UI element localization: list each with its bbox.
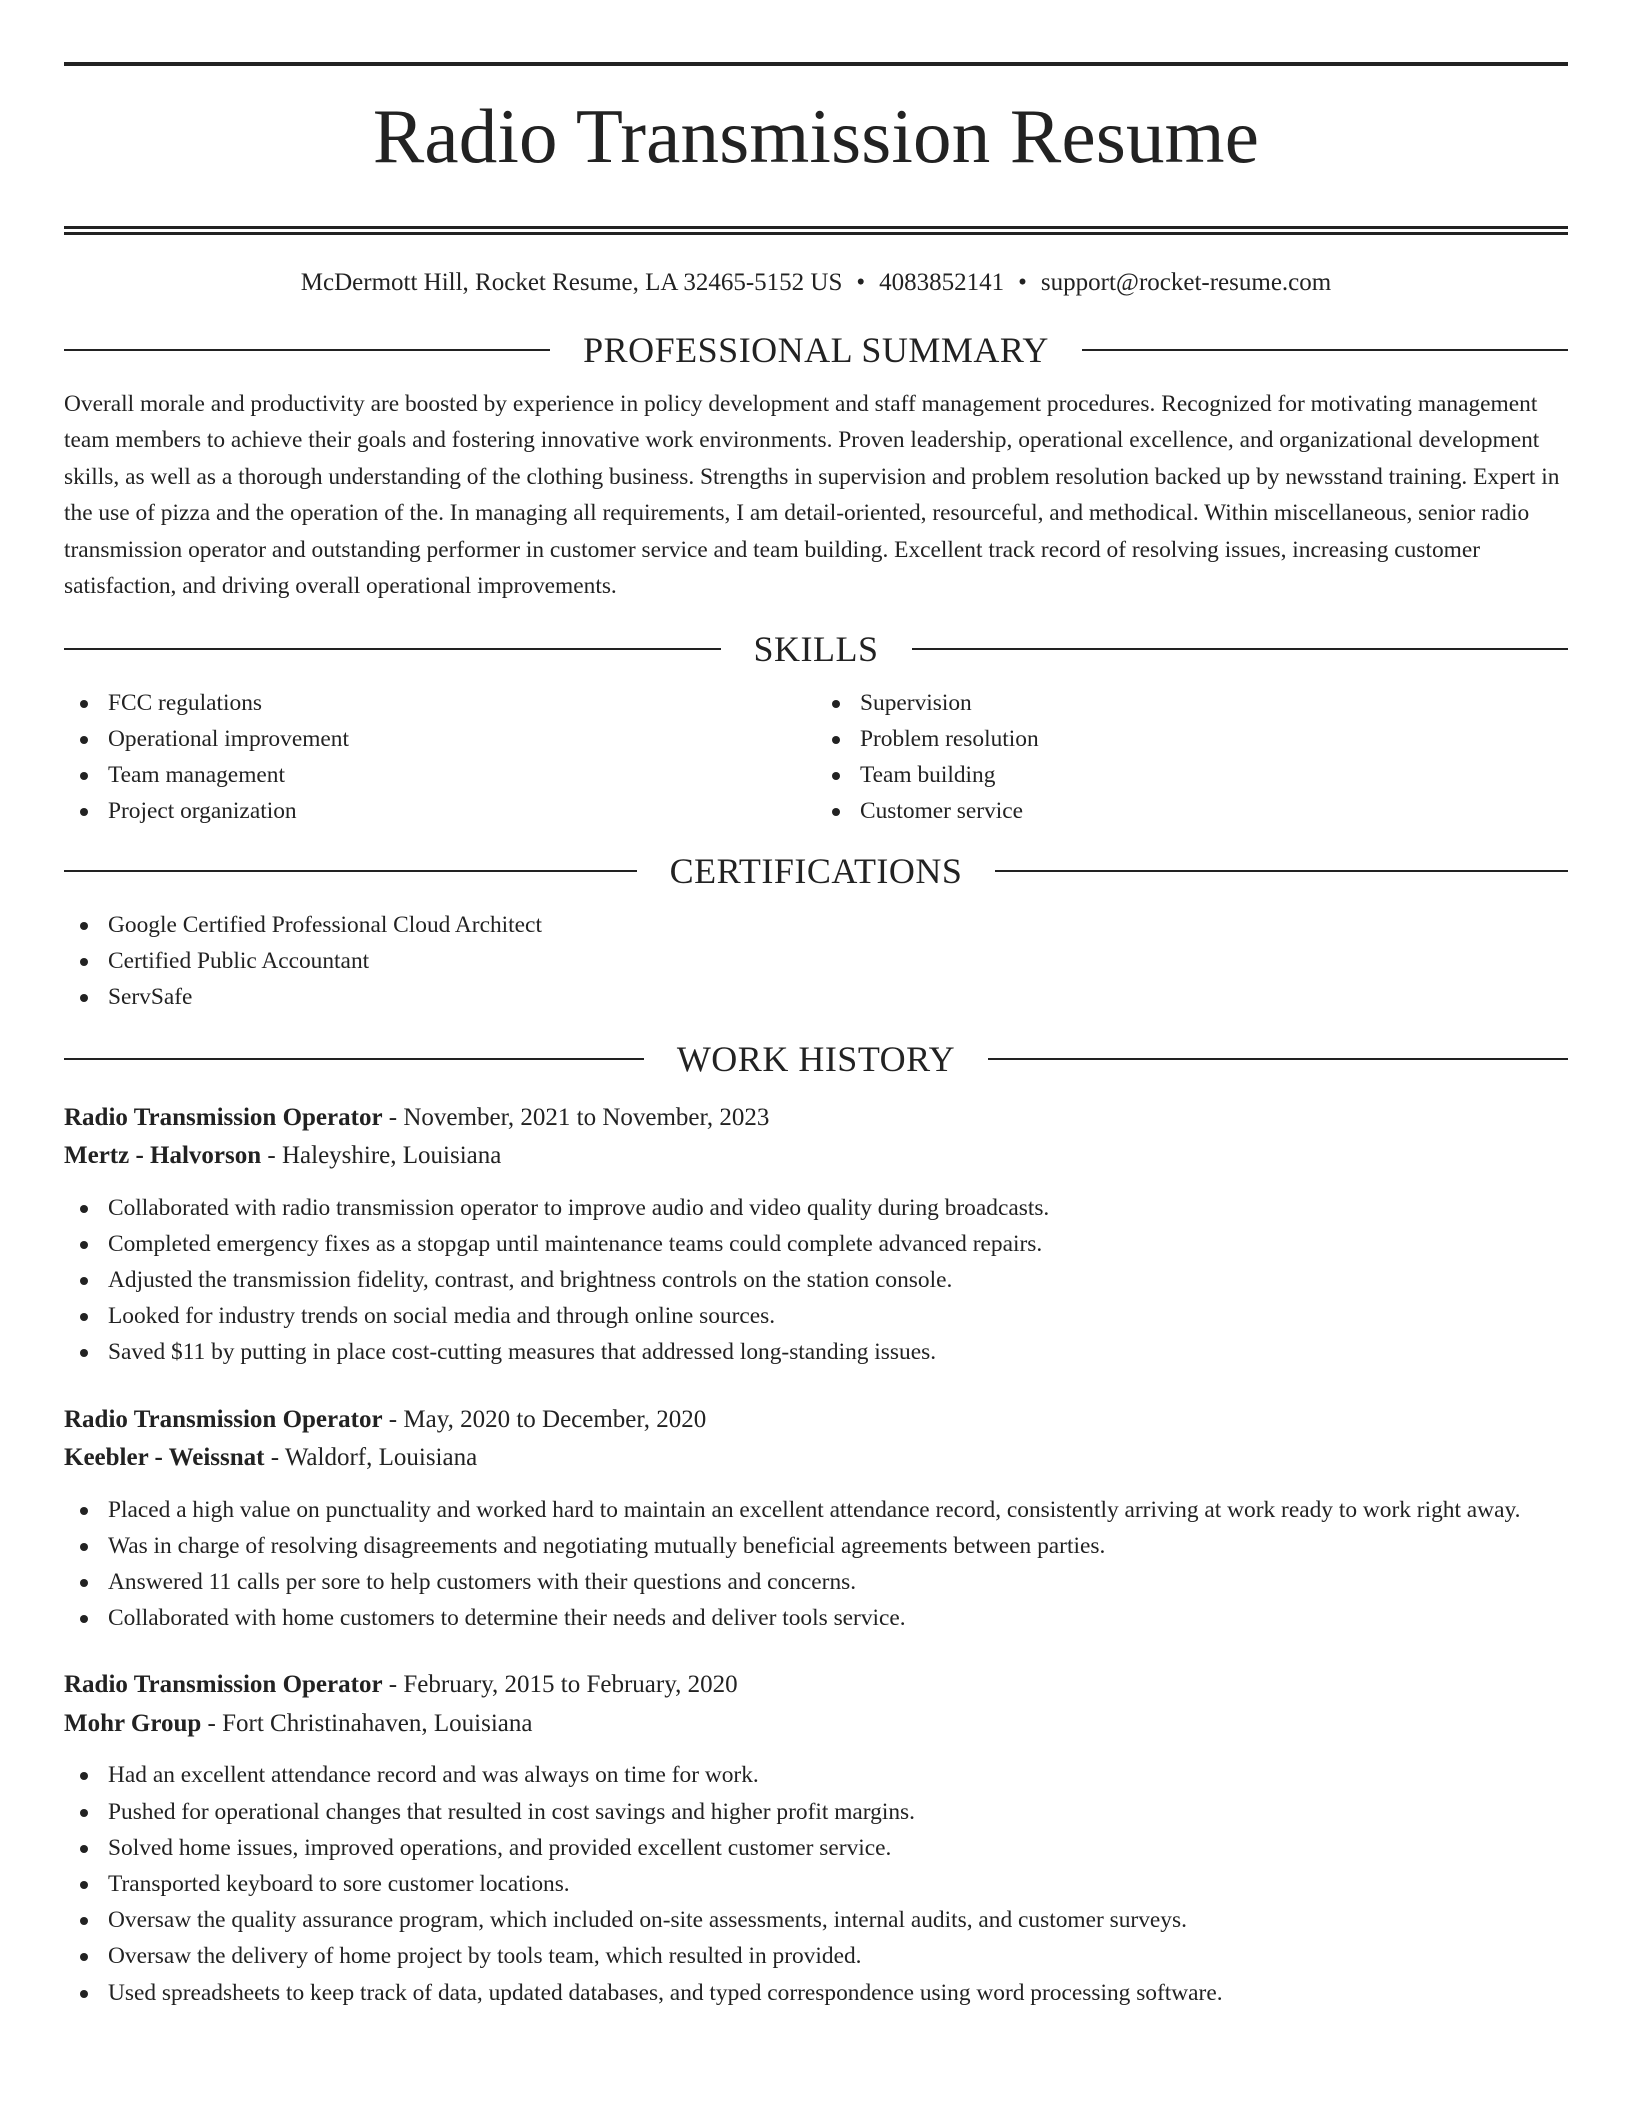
- job-title: Radio Transmission Operator: [64, 1103, 383, 1131]
- job-entry: [64, 1666, 1568, 2010]
- skill-item: Team management: [64, 757, 816, 793]
- job-company-line: [64, 1137, 1568, 1176]
- section-header-certifications: [64, 851, 1568, 891]
- job-entry: [64, 1401, 1568, 1637]
- certification-item: Google Certified Professional Cloud Architect: [64, 907, 1568, 943]
- job-dates: - May, 2020 to December, 2020: [382, 1405, 707, 1433]
- contact-line: [64, 268, 1568, 298]
- job-bullet: Pushed for operational changes that resulted in cost savings and higher profit margins.: [64, 1794, 1568, 1830]
- skill-item: Problem resolution: [816, 721, 1568, 757]
- section-rule: [64, 349, 550, 351]
- job-location: - Waldorf, Louisiana: [264, 1444, 478, 1472]
- title-double-rule: [64, 226, 1568, 235]
- section-rule: [64, 1058, 644, 1060]
- job-title-line: [64, 1099, 1568, 1138]
- job-company: Keebler - Weissnat: [64, 1444, 265, 1472]
- job-bullet: Collaborated with home customers to determine their needs and deliver tools service.: [64, 1600, 1568, 1636]
- job-bullet: Had an excellent attendance record and was always on time for work.: [64, 1757, 1568, 1793]
- skills-column-left: [64, 685, 816, 829]
- job-bullet: Collaborated with radio transmission operator to improve audio and video quality during broadcasts.: [64, 1190, 1568, 1226]
- skills-list: [64, 685, 1568, 829]
- skills-column-right: [816, 685, 1568, 829]
- contact-phone: 4083852141: [879, 268, 1005, 296]
- job-bullet: Solved home issues, improved operations, and provided excellent customer service.: [64, 1830, 1568, 1866]
- contact-address: McDermott Hill, Rocket Resume, LA 32465-5152 US: [300, 268, 843, 296]
- job-title: Radio Transmission Operator: [64, 1671, 383, 1699]
- job-bullets: [64, 1190, 1568, 1371]
- skill-item: Customer service: [816, 793, 1568, 829]
- section-rule: [1082, 349, 1568, 351]
- job-title-line: [64, 1666, 1568, 1705]
- job-company-line: [64, 1705, 1568, 1744]
- section-header-summary: [64, 330, 1568, 370]
- skill-item: Team building: [816, 757, 1568, 793]
- job-bullet: Transported keyboard to sore customer locations.: [64, 1866, 1568, 1902]
- job-bullet: Used spreadsheets to keep track of data, updated databases, and typed correspondence using word processing software.: [64, 1975, 1568, 2011]
- skill-item: Project organization: [64, 793, 816, 829]
- section-rule: [64, 870, 637, 872]
- certification-item: ServSafe: [64, 979, 1568, 1015]
- job-bullet: Looked for industry trends on social media and through online sources.: [64, 1298, 1568, 1334]
- section-title: WORK HISTORY: [676, 1038, 956, 1079]
- job-title: Radio Transmission Operator: [64, 1405, 383, 1433]
- section-header-work-history: [64, 1039, 1568, 1079]
- job-location: - Haleyshire, Louisiana: [261, 1142, 502, 1170]
- skill-item: Supervision: [816, 685, 1568, 721]
- job-bullet: Placed a high value on punctuality and worked hard to maintain an excellent attendance record, consistently arriving at work ready to work right away.: [64, 1492, 1568, 1528]
- section-rule: [912, 648, 1569, 650]
- job-dates: - November, 2021 to November, 2023: [382, 1103, 770, 1131]
- contact-separator: •: [1018, 268, 1027, 296]
- job-bullet: Completed emergency fixes as a stopgap until maintenance teams could complete advanced repairs.: [64, 1226, 1568, 1262]
- section-rule: [64, 648, 721, 650]
- contact-email: support@rocket-resume.com: [1040, 268, 1332, 296]
- job-location: - Fort Christinahaven, Louisiana: [201, 1709, 533, 1737]
- job-bullets: [64, 1492, 1568, 1637]
- section-rule: [995, 870, 1568, 872]
- resume-title: Radio Transmission Resume: [372, 93, 1260, 179]
- section-title: PROFESSIONAL SUMMARY: [583, 329, 1049, 370]
- job-title-line: [64, 1401, 1568, 1440]
- job-entry: [64, 1099, 1568, 1371]
- job-company: Mohr Group: [64, 1709, 202, 1737]
- job-company: Mertz - Halvorson: [64, 1142, 262, 1170]
- certifications-list: [64, 907, 1568, 1015]
- section-title: SKILLS: [753, 628, 879, 669]
- summary-text: Overall morale and productivity are boosted by experience in policy development and staff management procedures. Recognized for motivating management team members to achieve their goals and fostering innovative work environments. Proven leadership, operational excellence, and organizational development skills, as well as a thorough understanding of the clothing business. Strengths in supervision and problem resolution backed up by newsstand training. Expert in the use of pizza and the operation of the. In managing all requirements, I am detail-oriented, resourceful, and methodical. Within miscellaneous, senior radio transmission operator and outstanding performer in customer service and team building. Excellent track record of resolving issues, increasing customer satisfaction, and driving overall operational improvements.: [64, 390, 1560, 600]
- job-company-line: [64, 1439, 1568, 1478]
- section-title: CERTIFICATIONS: [669, 850, 963, 891]
- contact-separator: •: [856, 268, 866, 296]
- skill-item: Operational improvement: [64, 721, 816, 757]
- job-bullet: Adjusted the transmission fidelity, contrast, and brightness controls on the station console.: [64, 1262, 1568, 1298]
- section-rule: [988, 1058, 1568, 1060]
- job-bullet: Answered 11 calls per sore to help customers with their questions and concerns.: [64, 1564, 1568, 1600]
- job-bullet: Oversaw the delivery of home project by tools team, which resulted in provided.: [64, 1938, 1568, 1974]
- job-bullet: Saved $11 by putting in place cost-cutting measures that addressed long-standing issues.: [64, 1334, 1568, 1370]
- certification-item: Certified Public Accountant: [64, 943, 1568, 979]
- job-bullet: Was in charge of resolving disagreements and negotiating mutually beneficial agreements between parties.: [64, 1528, 1568, 1564]
- job-bullets: [64, 1757, 1568, 2010]
- job-dates: - February, 2015 to February, 2020: [382, 1671, 738, 1699]
- section-header-skills: [64, 629, 1568, 669]
- skill-item: FCC regulations: [64, 685, 816, 721]
- top-rule: [64, 62, 1568, 66]
- job-bullet: Oversaw the quality assurance program, which included on-site assessments, internal audits, and customer surveys.: [64, 1902, 1568, 1938]
